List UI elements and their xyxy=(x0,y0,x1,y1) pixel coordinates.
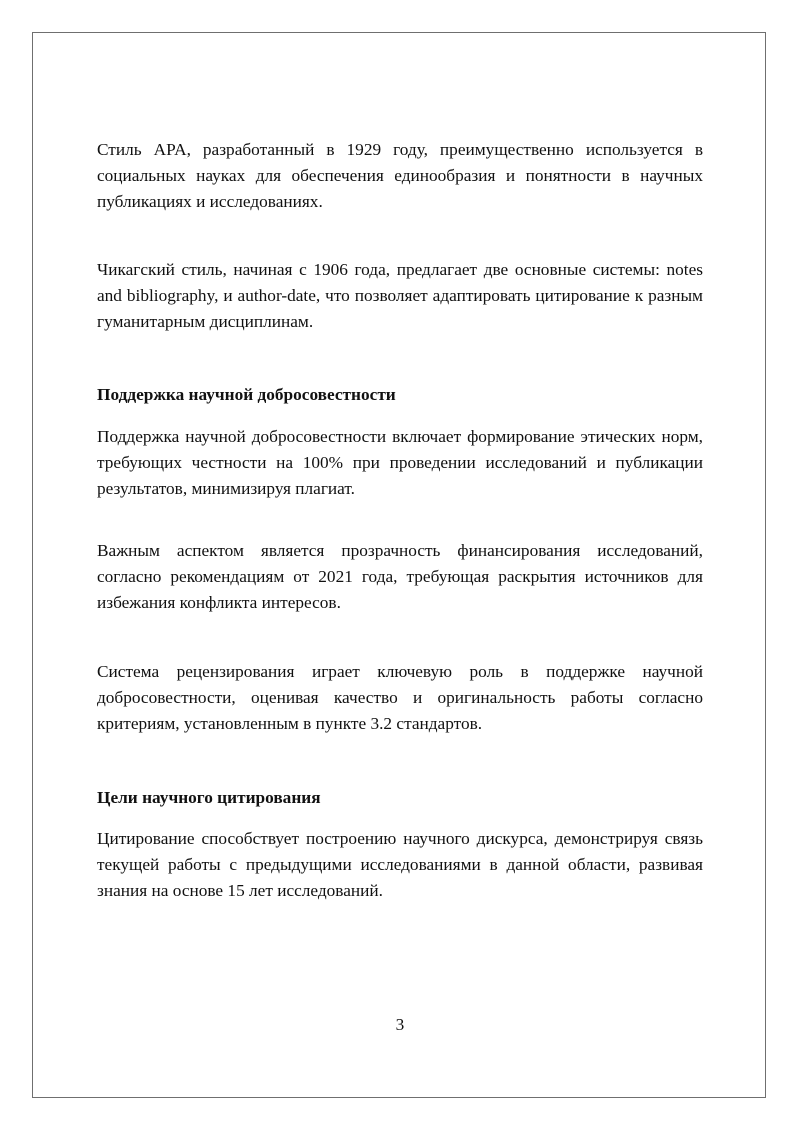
paragraph-chicago-style: Чикагский стиль, начиная с 1906 года, предлагает две основные системы: notes and bibliography, и author-date, что позволяет адаптировать цитирование к разным гуманитарным дисциплинам. xyxy=(97,260,703,331)
paragraph-apa-style: Стиль APA, разработанный в 1929 году, преимущественно используется в социальных науках для обеспечения единообразия и понятности в научных публикациях и исследованиях. xyxy=(97,140,703,211)
page-number: 3 xyxy=(395,1015,405,1034)
paragraph-funding-transparency: Важным аспектом является прозрачность финансирования исследований, согласно рекомендациям от 2021 года, требующая раскрытия источников для избежания конфликта интересов. xyxy=(97,541,703,612)
section-heading-integrity: Поддержка научной добросовестности xyxy=(97,385,396,404)
paragraph-peer-review: Система рецензирования играет ключевую роль в поддержке научной добросовестности, оценивая качество и оригинальность работы согласно критериям, установленным в пункте 3.2 стандартов. xyxy=(97,662,703,733)
paragraph-citation-discourse: Цитирование способствует построению научного дискурса, демонстрируя связь текущей работы с предыдущими исследованиями в данной области, развивая знания на основе 15 лет исследований. xyxy=(97,829,703,900)
section-heading-citation-goals: Цели научного цитирования xyxy=(97,788,321,807)
paragraph-integrity-norms: Поддержка научной добросовестности включает формирование этических норм, требующих честности на 100% при проведении исследований и публикации результатов, минимизируя плагиат. xyxy=(97,427,703,498)
